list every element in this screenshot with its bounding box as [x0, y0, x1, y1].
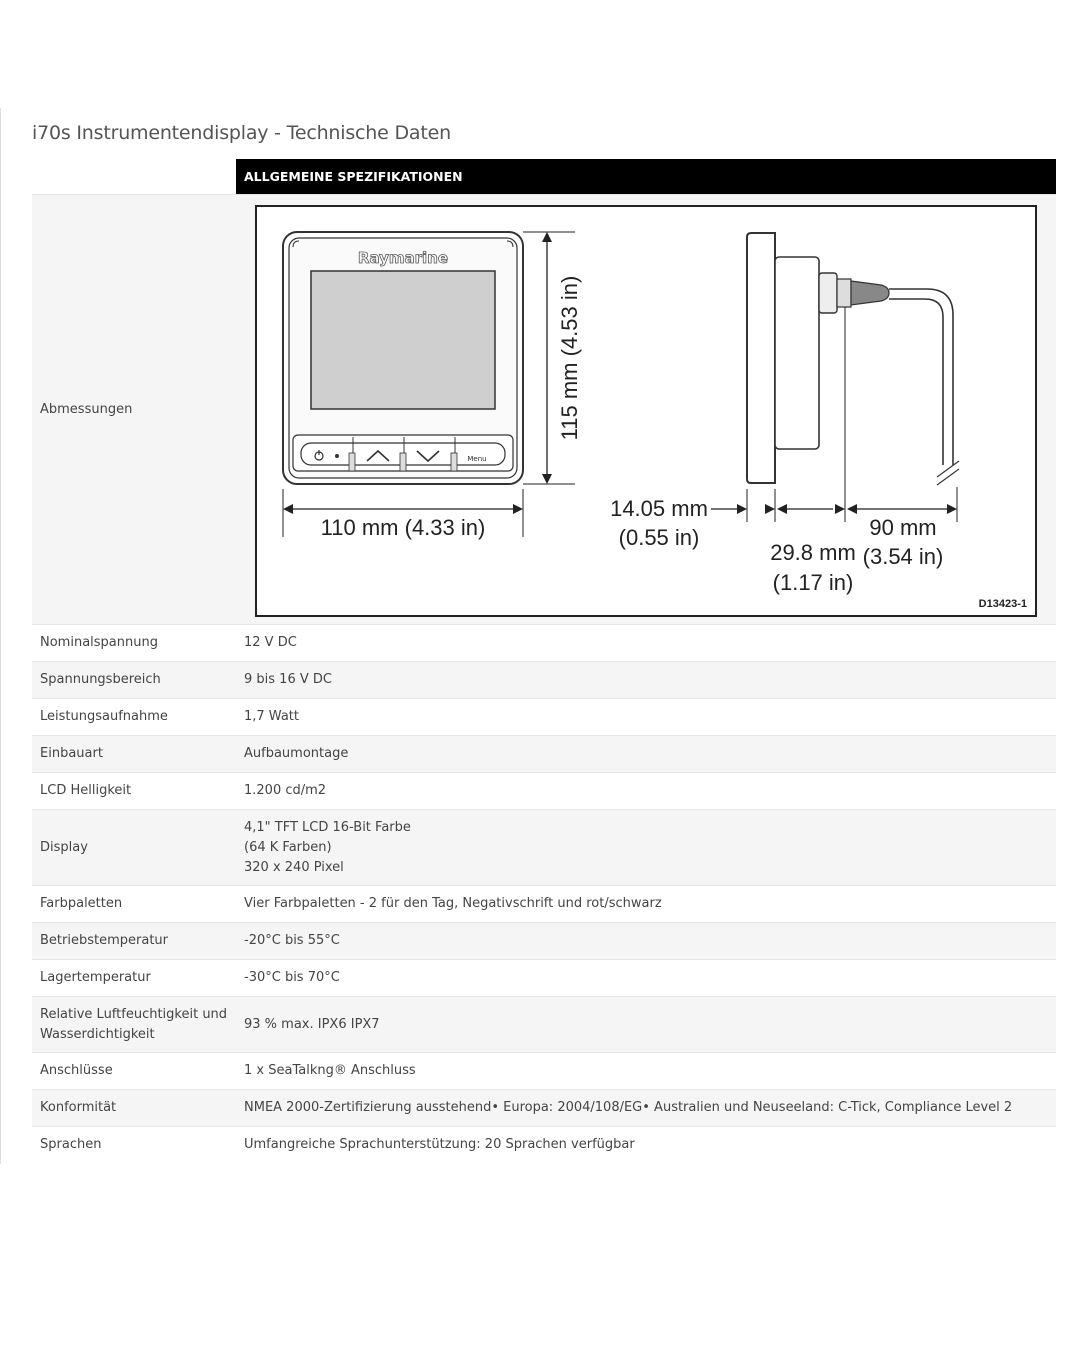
page-left-border — [0, 108, 1, 1164]
dimensions-diagram — [255, 205, 1037, 617]
cable-length-inches: (3.54 in) — [862, 544, 944, 569]
row-value: 9 bis 16 V DC — [236, 662, 1056, 699]
row-label: LCD Helligkeit — [32, 773, 236, 810]
row-label: Leistungsaufnahme — [32, 699, 236, 736]
row-label-line: Relative Luftfeuchtigkeit und — [40, 1006, 228, 1022]
side-view — [747, 233, 959, 485]
row-value: -20°C bis 55°C — [236, 923, 1056, 960]
height-dimension-text: 115 mm (4.53 in) — [557, 275, 582, 441]
spec-table — [32, 159, 1056, 1163]
row-value: 1.200 cd/m2 — [236, 773, 1056, 810]
row-value-line: 4,1" TFT LCD 16-Bit Farbe — [244, 819, 411, 835]
row-value: Umfangreiche Sprachunterstützung: 20 Sprachen verfügbar — [236, 1127, 1056, 1164]
row-label: Konformität — [32, 1090, 236, 1127]
row-label: Lagertemperatur — [32, 960, 236, 997]
table-row — [32, 625, 1056, 662]
table-row-dimensions — [32, 195, 1056, 625]
table-row — [32, 960, 1056, 997]
row-value: NMEA 2000-Zertifizierung ausstehend• Europa: 2004/108/EG• Australien und Neuseeland: C-Tick, Compliance Level 2 — [236, 1090, 1056, 1127]
table-row — [32, 1127, 1056, 1164]
table-row — [32, 886, 1056, 923]
row-value: 93 % max. IPX6 IPX7 — [236, 997, 1056, 1053]
front-view — [283, 232, 523, 484]
row-label: Spannungsbereich — [32, 662, 236, 699]
row-value: Vier Farbpaletten - 2 für den Tag, Negativschrift und rot/schwarz — [236, 886, 1056, 923]
page-title: i70s Instrumentendisplay - Technische Daten — [32, 122, 451, 144]
header-spacer — [32, 159, 236, 195]
row-label: Abmessungen — [32, 195, 236, 625]
body-depth-inches: (1.17 in) — [772, 570, 854, 595]
row-label: Farbpaletten — [32, 886, 236, 923]
table-header-row — [32, 159, 1056, 195]
table-row — [32, 923, 1056, 960]
row-value: 1 x SeaTalkng® Anschluss — [236, 1053, 1056, 1090]
table-row — [32, 1090, 1056, 1127]
front-depth-text: 14.05 mm — [610, 496, 708, 521]
row-label: Nominalspannung — [32, 625, 236, 662]
table-row — [32, 997, 1056, 1053]
body-depth-text: 29.8 mm — [770, 540, 856, 565]
table-row — [32, 773, 1056, 810]
row-value-diagram — [236, 195, 1056, 625]
row-value: 1,7 Watt — [236, 699, 1056, 736]
row-value-line: 320 x 240 Pixel — [244, 859, 344, 875]
table-row — [32, 1053, 1056, 1090]
row-value: 12 V DC — [236, 625, 1056, 662]
table-row — [32, 736, 1056, 773]
table-row — [32, 699, 1056, 736]
row-label: Display — [32, 810, 236, 886]
row-value-line: (64 K Farben) — [244, 839, 332, 855]
row-label: Einbauart — [32, 736, 236, 773]
brand-logo: Raymarine — [357, 249, 449, 267]
row-label: Sprachen — [32, 1127, 236, 1164]
row-value — [236, 810, 1056, 886]
row-label: Betriebstemperatur — [32, 923, 236, 960]
front-depth-inches: (0.55 in) — [618, 525, 700, 550]
row-label: Anschlüsse — [32, 1053, 236, 1090]
diagram-reference-code: D13423-1 — [978, 598, 1027, 610]
table-row — [32, 810, 1056, 886]
row-value: Aufbaumontage — [236, 736, 1056, 773]
menu-button-label: Menu — [467, 455, 487, 463]
row-label-line: Wasserdichtigkeit — [40, 1026, 155, 1042]
section-header: ALLGEMEINE SPEZIFIKATIONEN — [236, 159, 1056, 195]
row-value: -30°C bis 70°C — [236, 960, 1056, 997]
cable-length-text: 90 mm — [869, 515, 937, 540]
width-dimension-text: 110 mm (4.33 in) — [320, 515, 486, 540]
row-label — [32, 997, 236, 1053]
table-row — [32, 662, 1056, 699]
